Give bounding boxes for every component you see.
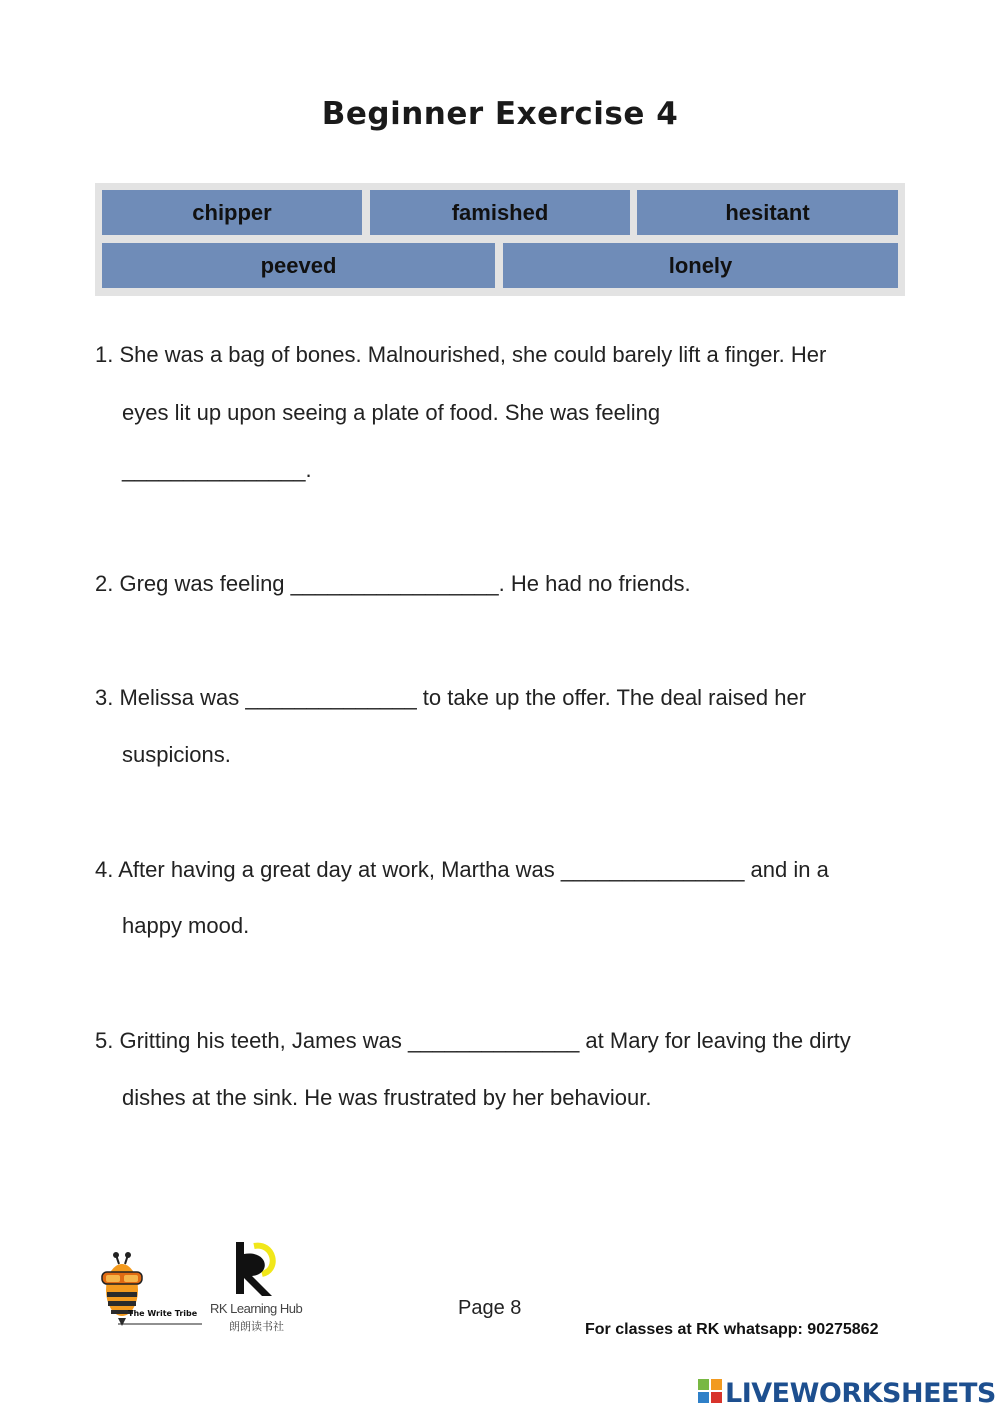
question-line: suspicions.: [122, 742, 231, 767]
write-tribe-logo: [98, 1250, 206, 1330]
question-line: 2. Greg was feeling _________________. He had no friends.: [95, 571, 691, 596]
word-bank-word: hesitant: [637, 190, 898, 235]
liveworksheets-brand[interactable]: [698, 1375, 996, 1411]
page-number: Page 8: [458, 1297, 522, 1319]
contact-info: For classes at RK whatsapp: 90275862: [585, 1321, 879, 1338]
question-line: _______________.: [122, 457, 312, 482]
word-bank-word: chipper: [102, 190, 362, 235]
rk-chinese-label: 朗朗读书社: [229, 1320, 284, 1333]
word-bank-word: famished: [370, 190, 630, 235]
word-bank-word: peeved: [102, 243, 495, 288]
liveworksheets-icon: [698, 1379, 722, 1408]
rk-learning-hub-logo: [208, 1240, 308, 1336]
write-tribe-label: The Write Tribe: [128, 1309, 198, 1318]
liveworksheets-wordmark: LIVEWORKSHEETS: [725, 1377, 996, 1409]
question-line: 5. Gritting his teeth, James was ______________ at Mary for leaving the dirty: [95, 1028, 851, 1053]
word-bank-word: lonely: [503, 243, 898, 288]
question-line: happy mood.: [122, 913, 250, 938]
rk-learning-hub-label: RK Learning Hub: [210, 1301, 303, 1316]
question-line: 1. She was a bag of bones. Malnourished, she could barely lift a finger. Her: [95, 342, 827, 367]
question-line: eyes lit up upon seeing a plate of food. She was feeling: [122, 400, 661, 425]
question-line: dishes at the sink. He was frustrated by her behaviour.: [122, 1085, 652, 1110]
word-bank: [95, 183, 905, 296]
page-title: Beginner Exercise 4: [321, 96, 679, 132]
question-line: 3. Melissa was ______________ to take up the offer. The deal raised her: [95, 685, 807, 710]
question-line: 4. After having a great day at work, Martha was _______________ and in a: [95, 857, 829, 882]
